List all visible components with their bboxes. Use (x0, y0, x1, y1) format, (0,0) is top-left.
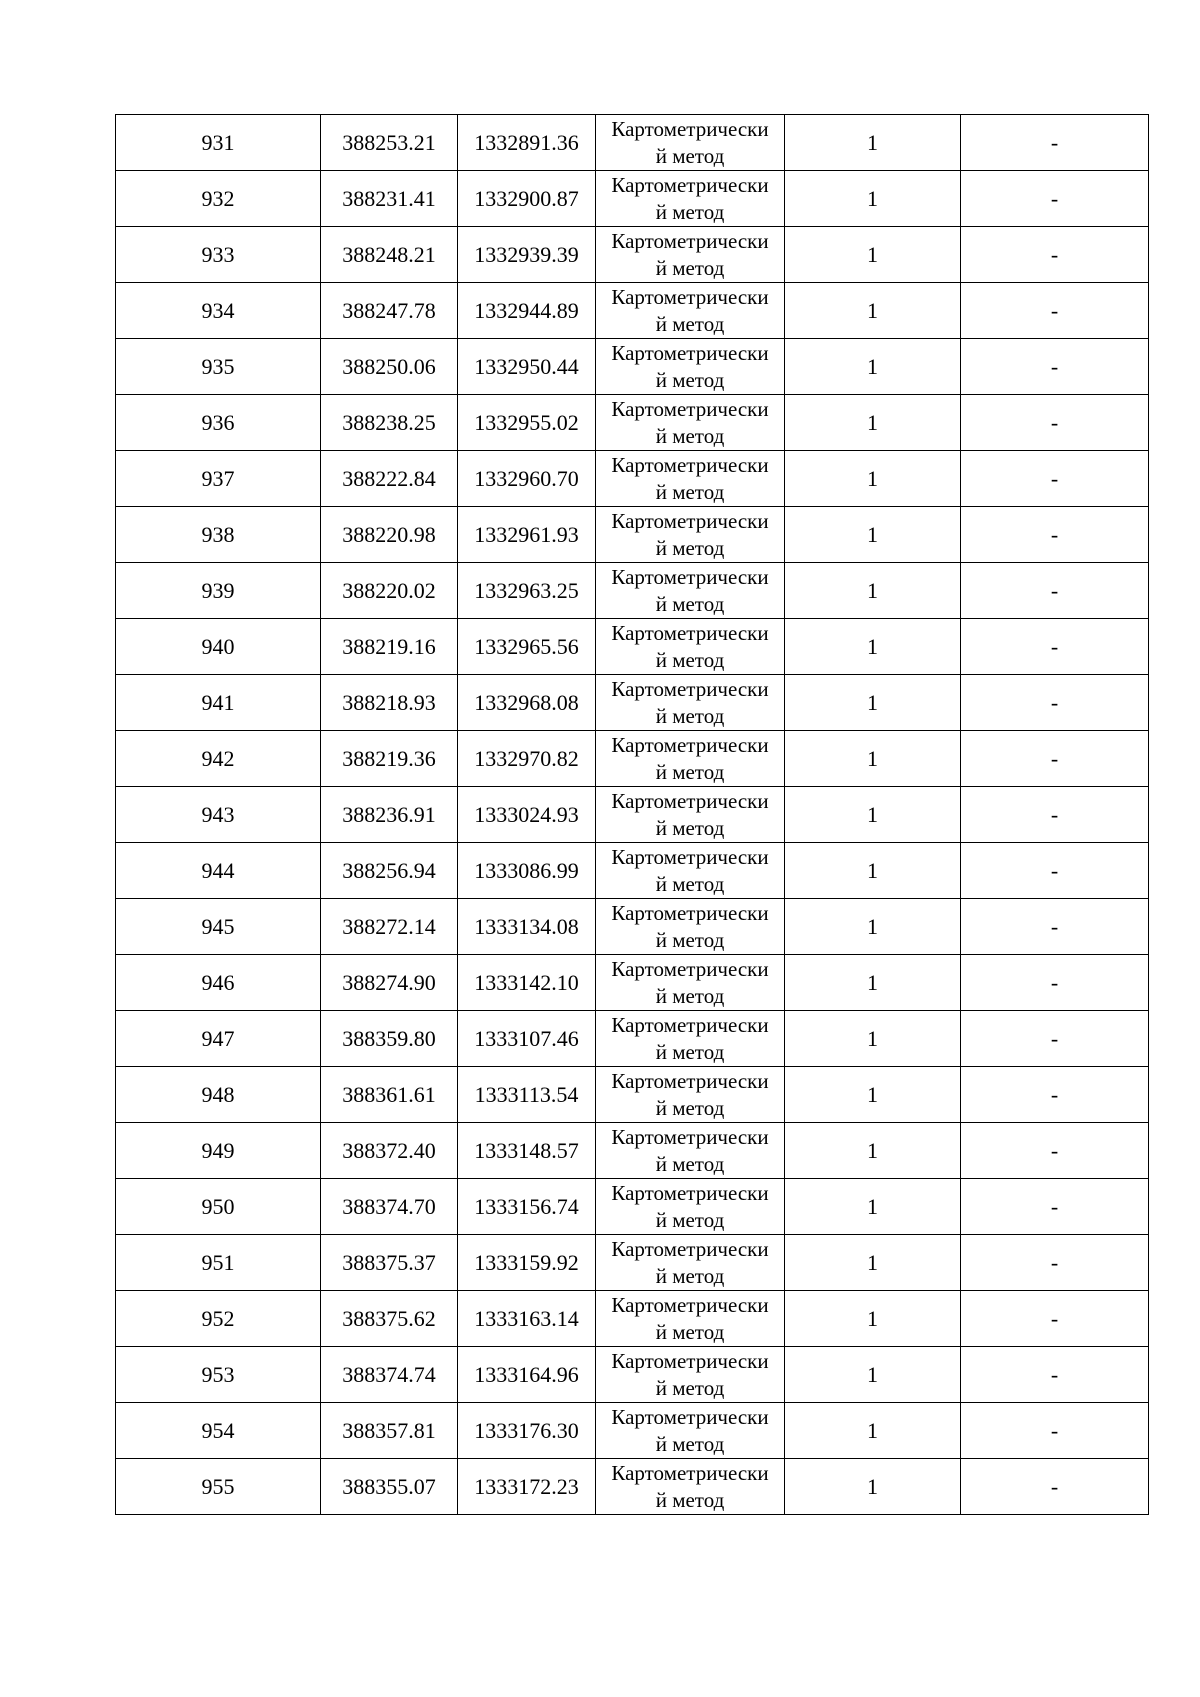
method-text-line-2: й метод (655, 535, 725, 560)
method-cell (596, 955, 785, 1011)
y-coordinate-cell: 1332900.87 (458, 171, 596, 227)
x-coordinate-cell: 388250.06 (321, 339, 458, 395)
point-number-cell: 933 (116, 227, 321, 283)
method-text-line-1: Картометрически (611, 732, 769, 757)
x-coordinate-cell: 388222.84 (321, 451, 458, 507)
point-number-cell: 935 (116, 339, 321, 395)
accuracy-cell: 1 (785, 1179, 961, 1235)
method-text-line-2: й метод (655, 647, 725, 672)
y-coordinate-cell: 1332955.02 (458, 395, 596, 451)
x-coordinate-cell: 388247.78 (321, 283, 458, 339)
method-text-line-2: й метод (655, 815, 725, 840)
method-cell (596, 1459, 785, 1515)
note-cell: - (961, 1459, 1149, 1515)
y-coordinate-cell: 1332960.70 (458, 451, 596, 507)
method-cell (596, 899, 785, 955)
point-number-cell: 946 (116, 955, 321, 1011)
table-row (116, 1459, 1149, 1515)
method-text-line-2: й метод (655, 143, 725, 168)
x-coordinate-cell: 388218.93 (321, 675, 458, 731)
method-text-line-1: Картометрически (611, 620, 769, 645)
point-number-cell: 941 (116, 675, 321, 731)
method-text-line-2: й метод (655, 199, 725, 224)
note-cell: - (961, 899, 1149, 955)
accuracy-cell: 1 (785, 507, 961, 563)
point-number-cell: 942 (116, 731, 321, 787)
method-text-line-1: Картометрически (611, 1124, 769, 1149)
point-number-cell: 940 (116, 619, 321, 675)
y-coordinate-cell: 1333148.57 (458, 1123, 596, 1179)
accuracy-cell: 1 (785, 1011, 961, 1067)
x-coordinate-cell: 388374.74 (321, 1347, 458, 1403)
method-cell (596, 451, 785, 507)
accuracy-cell: 1 (785, 619, 961, 675)
accuracy-cell: 1 (785, 171, 961, 227)
note-cell: - (961, 451, 1149, 507)
method-text-line-2: й метод (655, 1151, 725, 1176)
accuracy-cell: 1 (785, 731, 961, 787)
method-text-line-1: Картометрически (611, 396, 769, 421)
note-cell: - (961, 507, 1149, 563)
table-row (116, 843, 1149, 899)
method-text-line-1: Картометрически (611, 172, 769, 197)
method-cell (596, 171, 785, 227)
x-coordinate-cell: 388357.81 (321, 1403, 458, 1459)
y-coordinate-cell: 1332963.25 (458, 563, 596, 619)
method-text-line-1: Картометрически (611, 508, 769, 533)
method-text-line-2: й метод (655, 927, 725, 952)
note-cell: - (961, 1291, 1149, 1347)
table-row (116, 451, 1149, 507)
note-cell: - (961, 843, 1149, 899)
y-coordinate-cell: 1333172.23 (458, 1459, 596, 1515)
method-text-line-1: Картометрически (611, 676, 769, 701)
table-row (116, 1179, 1149, 1235)
note-cell: - (961, 731, 1149, 787)
accuracy-cell: 1 (785, 395, 961, 451)
table-row (116, 283, 1149, 339)
method-text-line-1: Картометрически (611, 340, 769, 365)
point-number-cell: 952 (116, 1291, 321, 1347)
note-cell: - (961, 395, 1149, 451)
table-row (116, 1291, 1149, 1347)
x-coordinate-cell: 388219.36 (321, 731, 458, 787)
note-cell: - (961, 1403, 1149, 1459)
y-coordinate-cell: 1333107.46 (458, 1011, 596, 1067)
point-number-cell: 943 (116, 787, 321, 843)
x-coordinate-cell: 388359.80 (321, 1011, 458, 1067)
table-row (116, 395, 1149, 451)
x-coordinate-cell: 388355.07 (321, 1459, 458, 1515)
point-number-cell: 939 (116, 563, 321, 619)
note-cell: - (961, 171, 1149, 227)
table-row (116, 899, 1149, 955)
note-cell: - (961, 955, 1149, 1011)
x-coordinate-cell: 388375.37 (321, 1235, 458, 1291)
method-cell (596, 1291, 785, 1347)
table-row (116, 1235, 1149, 1291)
method-cell (596, 1123, 785, 1179)
method-text-line-1: Картометрически (611, 564, 769, 589)
accuracy-cell: 1 (785, 283, 961, 339)
point-number-cell: 938 (116, 507, 321, 563)
method-cell (596, 619, 785, 675)
point-number-cell: 948 (116, 1067, 321, 1123)
note-cell: - (961, 1067, 1149, 1123)
point-number-cell: 947 (116, 1011, 321, 1067)
table-row (116, 1067, 1149, 1123)
method-cell (596, 675, 785, 731)
accuracy-cell: 1 (785, 1067, 961, 1123)
method-text-line-2: й метод (655, 1263, 725, 1288)
note-cell: - (961, 115, 1149, 171)
method-text-line-2: й метод (655, 1375, 725, 1400)
method-text-line-1: Картометрически (611, 956, 769, 981)
x-coordinate-cell: 388256.94 (321, 843, 458, 899)
method-cell (596, 1403, 785, 1459)
table-row (116, 1347, 1149, 1403)
method-text-line-2: й метод (655, 311, 725, 336)
method-text-line-2: й метод (655, 703, 725, 728)
table-row (116, 1011, 1149, 1067)
point-number-cell: 950 (116, 1179, 321, 1235)
point-number-cell: 951 (116, 1235, 321, 1291)
accuracy-cell: 1 (785, 1403, 961, 1459)
accuracy-cell: 1 (785, 955, 961, 1011)
method-cell (596, 787, 785, 843)
note-cell: - (961, 1011, 1149, 1067)
y-coordinate-cell: 1332968.08 (458, 675, 596, 731)
method-text-line-2: й метод (655, 479, 725, 504)
method-cell (596, 1067, 785, 1123)
method-text-line-2: й метод (655, 759, 725, 784)
accuracy-cell: 1 (785, 1291, 961, 1347)
x-coordinate-cell: 388219.16 (321, 619, 458, 675)
accuracy-cell: 1 (785, 115, 961, 171)
method-text-line-1: Картометрически (611, 1348, 769, 1373)
note-cell: - (961, 1179, 1149, 1235)
y-coordinate-cell: 1332961.93 (458, 507, 596, 563)
note-cell: - (961, 283, 1149, 339)
note-cell: - (961, 1235, 1149, 1291)
y-coordinate-cell: 1333024.93 (458, 787, 596, 843)
point-number-cell: 945 (116, 899, 321, 955)
accuracy-cell: 1 (785, 563, 961, 619)
method-text-line-1: Картометрически (611, 1236, 769, 1261)
y-coordinate-cell: 1333113.54 (458, 1067, 596, 1123)
y-coordinate-cell: 1332965.56 (458, 619, 596, 675)
note-cell: - (961, 563, 1149, 619)
x-coordinate-cell: 388253.21 (321, 115, 458, 171)
table-row (116, 731, 1149, 787)
y-coordinate-cell: 1333134.08 (458, 899, 596, 955)
point-number-cell: 953 (116, 1347, 321, 1403)
table-row (116, 227, 1149, 283)
note-cell: - (961, 675, 1149, 731)
method-text-line-2: й метод (655, 1095, 725, 1120)
table-row (116, 339, 1149, 395)
point-number-cell: 936 (116, 395, 321, 451)
point-number-cell: 934 (116, 283, 321, 339)
y-coordinate-cell: 1333159.92 (458, 1235, 596, 1291)
x-coordinate-cell: 388372.40 (321, 1123, 458, 1179)
table-row (116, 1403, 1149, 1459)
coordinates-table-body (116, 115, 1149, 1515)
method-text-line-1: Картометрически (611, 1292, 769, 1317)
method-text-line-2: й метод (655, 255, 725, 280)
method-text-line-1: Картометрически (611, 284, 769, 309)
accuracy-cell: 1 (785, 339, 961, 395)
x-coordinate-cell: 388248.21 (321, 227, 458, 283)
note-cell: - (961, 619, 1149, 675)
x-coordinate-cell: 388361.61 (321, 1067, 458, 1123)
note-cell: - (961, 339, 1149, 395)
accuracy-cell: 1 (785, 675, 961, 731)
accuracy-cell: 1 (785, 1347, 961, 1403)
y-coordinate-cell: 1333163.14 (458, 1291, 596, 1347)
method-text-line-2: й метод (655, 1207, 725, 1232)
point-number-cell: 931 (116, 115, 321, 171)
method-text-line-1: Картометрически (611, 1404, 769, 1429)
method-cell (596, 283, 785, 339)
method-cell (596, 395, 785, 451)
y-coordinate-cell: 1333176.30 (458, 1403, 596, 1459)
note-cell: - (961, 227, 1149, 283)
accuracy-cell: 1 (785, 843, 961, 899)
accuracy-cell: 1 (785, 899, 961, 955)
y-coordinate-cell: 1333142.10 (458, 955, 596, 1011)
method-cell (596, 1011, 785, 1067)
table-row (116, 115, 1149, 171)
method-cell (596, 731, 785, 787)
y-coordinate-cell: 1332891.36 (458, 115, 596, 171)
table-row (116, 955, 1149, 1011)
method-text-line-2: й метод (655, 1487, 725, 1512)
method-text-line-1: Картометрически (611, 1180, 769, 1205)
accuracy-cell: 1 (785, 1459, 961, 1515)
y-coordinate-cell: 1333164.96 (458, 1347, 596, 1403)
method-text-line-1: Картометрически (611, 1460, 769, 1485)
table-row (116, 171, 1149, 227)
method-text-line-2: й метод (655, 367, 725, 392)
point-number-cell: 949 (116, 1123, 321, 1179)
method-text-line-1: Картометрически (611, 228, 769, 253)
accuracy-cell: 1 (785, 1123, 961, 1179)
point-number-cell: 954 (116, 1403, 321, 1459)
x-coordinate-cell: 388272.14 (321, 899, 458, 955)
method-cell (596, 1235, 785, 1291)
x-coordinate-cell: 388236.91 (321, 787, 458, 843)
table-row (116, 563, 1149, 619)
method-cell (596, 843, 785, 899)
method-text-line-1: Картометрически (611, 1012, 769, 1037)
method-cell (596, 563, 785, 619)
method-text-line-1: Картометрически (611, 788, 769, 813)
table-row (116, 619, 1149, 675)
accuracy-cell: 1 (785, 787, 961, 843)
y-coordinate-cell: 1332970.82 (458, 731, 596, 787)
method-cell (596, 227, 785, 283)
method-cell (596, 1347, 785, 1403)
y-coordinate-cell: 1333086.99 (458, 843, 596, 899)
method-cell (596, 507, 785, 563)
table-row (116, 1123, 1149, 1179)
table-row (116, 507, 1149, 563)
method-text-line-1: Картометрически (611, 844, 769, 869)
coordinates-table (115, 114, 1149, 1515)
note-cell: - (961, 1347, 1149, 1403)
x-coordinate-cell: 388220.02 (321, 563, 458, 619)
method-text-line-1: Картометрически (611, 1068, 769, 1093)
point-number-cell: 932 (116, 171, 321, 227)
method-text-line-2: й метод (655, 591, 725, 616)
method-text-line-2: й метод (655, 423, 725, 448)
method-cell (596, 1179, 785, 1235)
method-text-line-2: й метод (655, 1319, 725, 1344)
x-coordinate-cell: 388274.90 (321, 955, 458, 1011)
method-text-line-2: й метод (655, 983, 725, 1008)
method-cell (596, 339, 785, 395)
method-text-line-1: Картометрически (611, 116, 769, 141)
method-text-line-2: й метод (655, 871, 725, 896)
table-row (116, 787, 1149, 843)
y-coordinate-cell: 1332939.39 (458, 227, 596, 283)
note-cell: - (961, 1123, 1149, 1179)
method-text-line-2: й метод (655, 1039, 725, 1064)
y-coordinate-cell: 1332950.44 (458, 339, 596, 395)
table-row (116, 675, 1149, 731)
x-coordinate-cell: 388374.70 (321, 1179, 458, 1235)
method-cell (596, 115, 785, 171)
point-number-cell: 937 (116, 451, 321, 507)
note-cell: - (961, 787, 1149, 843)
x-coordinate-cell: 388375.62 (321, 1291, 458, 1347)
y-coordinate-cell: 1332944.89 (458, 283, 596, 339)
y-coordinate-cell: 1333156.74 (458, 1179, 596, 1235)
accuracy-cell: 1 (785, 227, 961, 283)
accuracy-cell: 1 (785, 1235, 961, 1291)
accuracy-cell: 1 (785, 451, 961, 507)
x-coordinate-cell: 388231.41 (321, 171, 458, 227)
method-text-line-1: Картометрически (611, 900, 769, 925)
x-coordinate-cell: 388238.25 (321, 395, 458, 451)
point-number-cell: 955 (116, 1459, 321, 1515)
point-number-cell: 944 (116, 843, 321, 899)
method-text-line-2: й метод (655, 1431, 725, 1456)
x-coordinate-cell: 388220.98 (321, 507, 458, 563)
method-text-line-1: Картометрически (611, 452, 769, 477)
